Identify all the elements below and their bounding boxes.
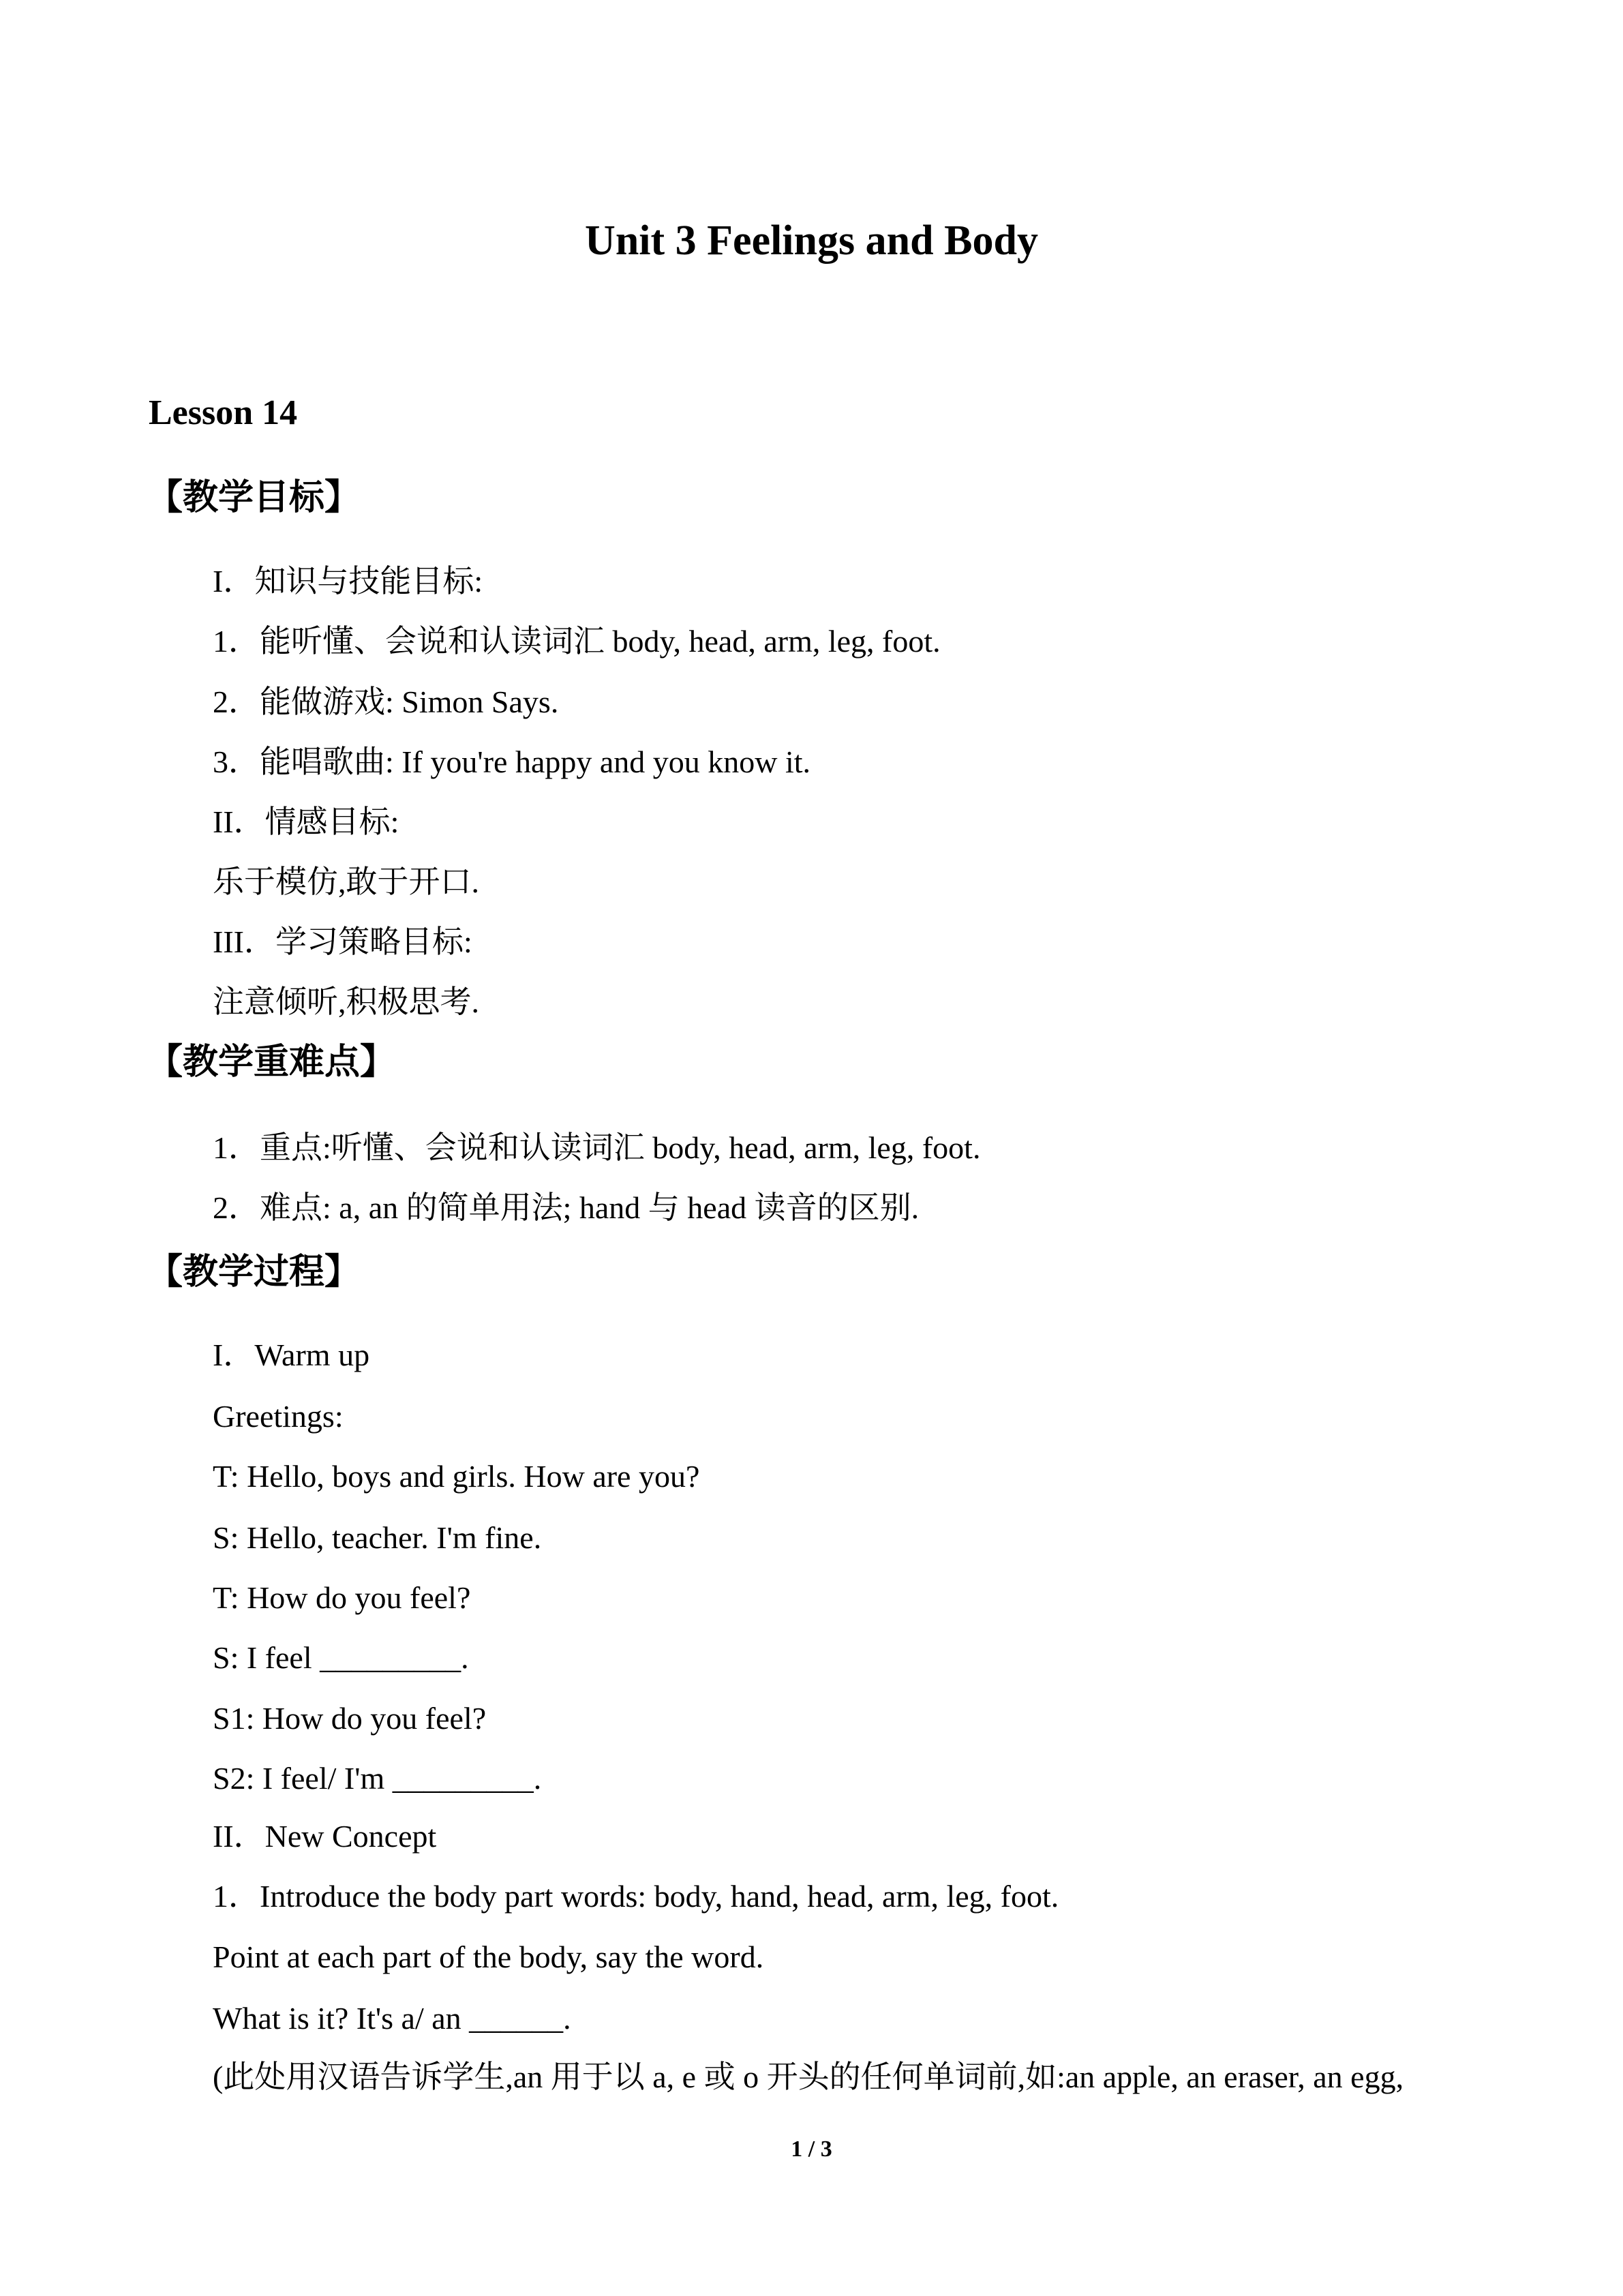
section-heading-objectives: 【教学目标】	[147, 477, 361, 518]
process-line: S: Hello, teacher. I'm fine.	[213, 1520, 542, 1555]
process-line: II．New Concept	[213, 1819, 437, 1854]
objective-line: II．情感目标:	[213, 804, 399, 839]
process-line: S1: How do you feel?	[213, 1701, 487, 1736]
process-line: S: I feel _________.	[213, 1640, 469, 1675]
key-point-line: 2．难点: a, an 的简单用法; hand 与 head 读音的区别.	[213, 1190, 920, 1225]
key-point-line: 1．重点:听懂、会说和认读词汇 body, head, arm, leg, foot.	[213, 1130, 981, 1165]
objective-line: 乐于模仿,敢于开口.	[213, 864, 479, 899]
section-heading-process: 【教学过程】	[147, 1252, 361, 1293]
process-line: S2: I feel/ I'm _________.	[213, 1761, 542, 1796]
process-line: T: Hello, boys and girls. How are you?	[213, 1459, 700, 1494]
process-line: Point at each part of the body, say the word.	[213, 1939, 764, 1974]
process-line: T: How do you feel?	[213, 1580, 471, 1615]
objective-line: 注意倾听,积极思考.	[213, 984, 479, 1019]
page-number: 1 / 3	[791, 2136, 832, 2162]
objective-line: 1．能听懂、会说和认读词汇 body, head, arm, leg, foot.	[213, 624, 941, 659]
objective-line: I．知识与技能目标:	[213, 564, 483, 599]
process-line: Greetings:	[213, 1399, 344, 1434]
process-line: (此处用汉语告诉学生,an 用于以 a, e 或 o 开头的任何单词前,如:an apple, an eraser, an egg,	[213, 2059, 1404, 2094]
objective-line: III．学习策略目标:	[213, 924, 472, 959]
lesson-heading: Lesson 14	[149, 393, 298, 432]
document-title: Unit 3 Feelings and Body	[585, 217, 1038, 264]
objective-line: 2．能做游戏: Simon Says.	[213, 684, 559, 719]
process-line: What is it? It's a/ an ______.	[213, 2001, 571, 2036]
section-heading-key-points: 【教学重难点】	[147, 1042, 396, 1083]
objective-line: 3．能唱歌曲: If you're happy and you know it.	[213, 744, 811, 779]
process-line: I．Warm up	[213, 1338, 370, 1372]
process-line: 1．Introduce the body part words: body, hand, head, arm, leg, foot.	[213, 1879, 1059, 1914]
